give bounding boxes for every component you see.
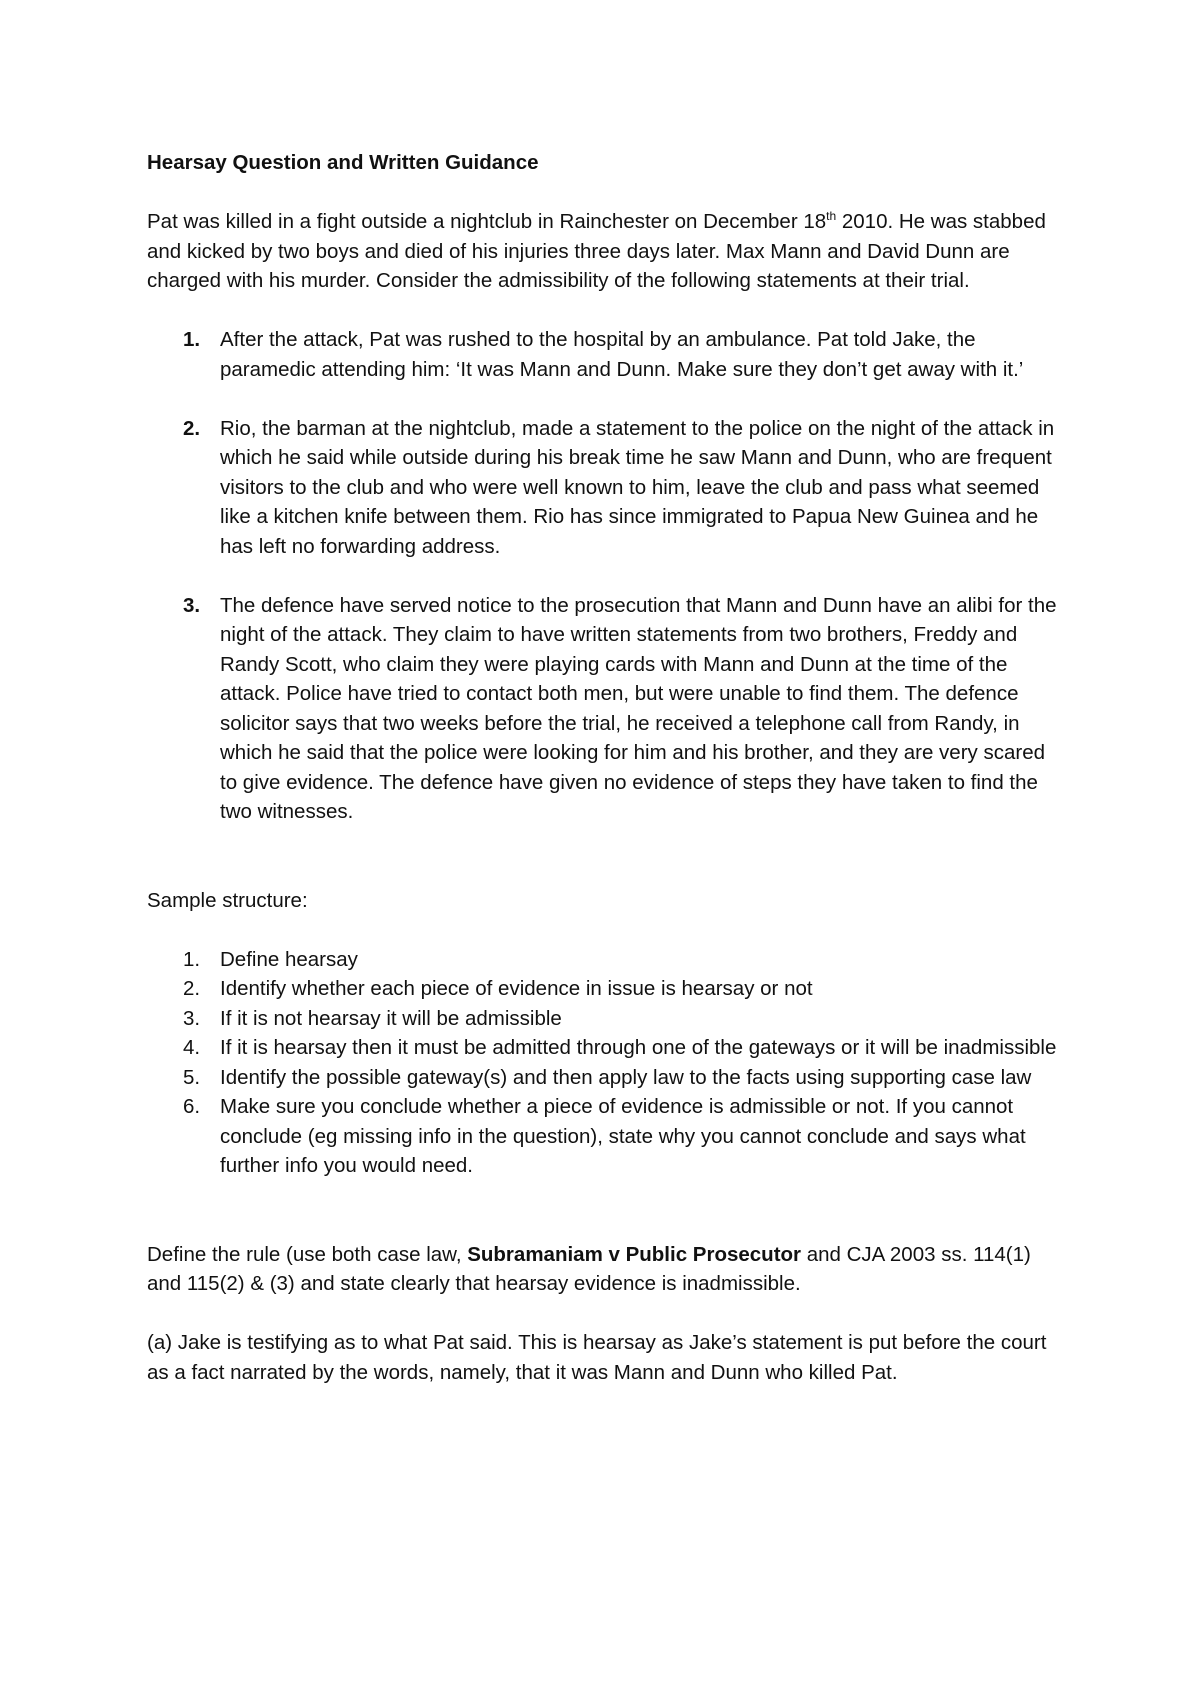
step-text: Identify whether each piece of evidence in issue is hearsay or not — [220, 977, 813, 1000]
question-item-1 — [147, 325, 1067, 384]
rule-text-before: Define the rule (use both case law, — [147, 1242, 468, 1266]
intro-text-part1: Pat was killed in a fight outside a nightclub in Rainchester on December 18 — [147, 210, 827, 233]
intro-paragraph — [147, 207, 1067, 296]
rule-paragraph — [147, 1240, 1067, 1299]
question-number: 1. — [183, 328, 201, 351]
intro-superscript: th — [826, 209, 837, 224]
step-item-5 — [147, 1063, 1067, 1093]
step-number: 3. — [183, 1006, 201, 1030]
step-number: 4. — [183, 1036, 201, 1059]
question-list — [147, 325, 1067, 827]
step-text: If it is not hearsay it will be admissible — [220, 1006, 562, 1030]
question-text: Rio, the barman at the nightclub, made a statement to the police on the night of the attack in which he said while outside during his break time he saw Mann and Dunn, who are frequent visitors to the club and who were well known to him, leave the club and pass what seemed like a kitchen knife between them. Rio has since immigrated to Papua New Guinea and he has left no forwarding address. — [220, 416, 1055, 558]
question-item-3 — [147, 591, 1067, 827]
step-text: If it is hearsay then it must be admitted through one of the gateways or it will be inadmissible — [220, 1036, 1057, 1059]
question-text: After the attack, Pat was rushed to the hospital by an ambulance. Pat told Jake, the paramedic attending him: ‘It was Mann and Dunn. Make sure they don’t get away with it.’ — [220, 328, 1024, 381]
step-number: 2. — [183, 977, 201, 1000]
document-title: Hearsay Question and Written Guidance — [147, 151, 539, 174]
question-number: 2. — [183, 416, 201, 440]
step-text: Identify the possible gateway(s) and then apply law to the facts using supporting case law — [220, 1065, 1032, 1089]
question-item-2 — [147, 414, 1067, 562]
step-number: 1. — [183, 947, 201, 971]
intro-text-part2: 2010. He was stabbed and kicked by two boys and died of his injuries three days later. Max Mann and David Dunn are charged with his murder. Consider the admissibility of the following statements at their trial. — [147, 210, 1046, 292]
step-text: Make sure you conclude whether a piece of evidence is admissible or not. If you cannot conclude (eg missing info in the question), state why you cannot conclude and says what further info you would need. — [220, 1095, 1026, 1177]
step-item-1 — [147, 945, 1067, 975]
question-text: The defence have served notice to the prosecution that Mann and Dunn have an alibi for the night of the attack. They claim to have written statements from two brothers, Freddy and Randy Scott, who claim they were playing cards with Mann and Dunn at the time of the attack. Police have tried to contact both men, but were unable to find them. The defence solicitor says that two weeks before the trial, he received a telephone call from Randy, in which he said that the police were looking for him and his brother, and they are very scared to give evidence. The defence have given no evidence of steps they have taken to find the two witnesses. — [220, 593, 1057, 823]
document-page — [147, 148, 1067, 1387]
step-text: Define hearsay — [220, 947, 358, 971]
sample-structure-heading: Sample structure: — [147, 888, 308, 912]
rule-text-after: and CJA 2003 ss. 114(1) and 115(2) & (3) and state clearly that hearsay evidence is inadmissible. — [147, 1242, 1031, 1295]
sample-structure-list — [147, 945, 1067, 1181]
case-name: Subramaniam v Public Prosecutor — [467, 1242, 802, 1266]
step-number: 6. — [183, 1095, 201, 1118]
step-item-3 — [147, 1004, 1067, 1034]
step-number: 5. — [183, 1065, 201, 1089]
step-item-4 — [147, 1033, 1067, 1063]
question-number: 3. — [183, 593, 201, 617]
step-item-2 — [147, 974, 1067, 1004]
step-item-6 — [147, 1092, 1067, 1181]
answer-a-paragraph: (a) Jake is testifying as to what Pat said. This is hearsay as Jake’s statement is put before the court as a fact narrated by the words, namely, that it was Mann and Dunn who killed Pat. — [147, 1331, 1047, 1384]
